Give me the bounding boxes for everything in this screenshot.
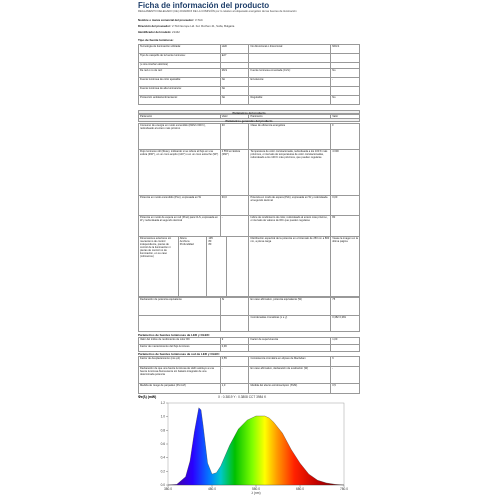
x-tick-label: 580.0 [252,487,260,491]
general-row-cell: Potencia en modo de espera (Psb), expresada en W y redondeada al segundo decimal [249,196,331,216]
general-row-cell: 80 [331,216,360,237]
height-label: Altura [179,237,187,240]
type-row-cell: Tipo de casquillo de la fuente luminosa: [139,54,221,63]
mains-row-cell: 6 [331,357,360,367]
section-type-heading: Tipo de fuente luminosa: [138,38,174,42]
model-row [138,31,360,34]
parameter-header-cell: Valor [220,115,249,119]
equiv-row-cell [139,316,221,332]
type-row-cell: E27 [220,54,249,63]
type-row-cell [249,87,331,96]
mains-row [139,384,360,394]
type-row [139,96,360,105]
mains-row [139,357,360,367]
spectral-power-chart [138,395,360,495]
type-row [139,87,360,96]
mains-row-cell: Consistencia cromática en elipses de MacAdam [249,357,331,367]
type-row-cell: De red o no de red: [139,69,221,78]
model-label: Identificador del modelo: [138,30,172,34]
equiv-row-cell: En caso afirmativo, potencia equivalente (W) [249,298,331,316]
y-tick-label: 1.2 [160,401,165,405]
mains-section-heading: Parámetros de fuentes luminosas de red de LED y OLED: [138,352,220,356]
equiv-row [139,316,360,332]
height-value: 195 [208,237,213,240]
equiv-row-cell: 0,382 0,381 [331,316,360,332]
chart-y-label: Φe(λ) (mW) [138,395,157,399]
general-row-cell: Potencia en modo encendido (Pon), expresada en W [139,196,221,216]
general-row-cell: Clase de eficiencia energética [249,124,331,150]
width-value: 80 [208,240,212,243]
type-row-cell: Regulable: [249,96,331,105]
type-row-cell: MLS [220,69,249,78]
light-source-type-table [138,44,360,105]
address-label: Dirección del proveedor: [138,24,171,28]
dimensions-label: Dimensiones exteriores sin mecanismo de control independiente, piezas de control de la iluminación ni piezas de control no de iluminación, en su caso (milímetros) [139,237,179,297]
led-row [139,338,360,345]
type-row [139,45,360,54]
type-row-cell: Fuente luminosa de color ajustable: [139,78,221,87]
type-row-cell: Envolvente: [249,78,331,87]
parameter-header-cell: Parámetro [249,115,331,119]
general-row-cell: Temperatura de color correlacionada, redondeada a los 100 K más próximos, o intervalo de temperaturas de color correlacionadas, redondeado a los 100 K más próximos, que pueden regularse [249,150,331,196]
led-row-cell [249,345,331,352]
general-parameters-table [138,123,360,237]
general-row-cell: 4 000 [331,150,360,196]
depth-label: Profundidad [179,243,194,246]
type-row-cell: (u otra interfaz eléctrica) [139,63,221,69]
type-row-cell: LED [220,45,249,54]
equiv-row-cell: Sí [220,298,249,316]
general-row-cell: Potencia en modo de espera en red (Pnet) para CLS, expresada en W y redondeada al segundo decimal [139,216,221,237]
parameter-header-cell: Parámetro [139,115,221,119]
dimension-names [178,237,207,297]
mains-parameters-table [138,356,360,394]
y-tick-label: 1.0 [160,414,165,419]
y-tick-label: 0.4 [160,455,165,460]
led-row-cell: 1,00 [331,338,360,345]
spectrum-plot [138,395,360,495]
mains-row-cell: En caso afirmativo, declaración de sustitución (W) [249,367,331,384]
general-row [139,124,360,150]
x-tick-label: 680.0 [296,487,304,491]
supplier-value: V-TAC [194,18,203,22]
general-row-cell: Consumo de energía en modo encendido (kWh/1 000 h), redondeado al entero más próximo [139,124,221,150]
y-tick-label: 0.0 [160,483,165,487]
type-row [139,54,360,63]
equiv-row-cell: Declaración de potencia equivalente [139,298,221,316]
type-row-cell: Fuente luminosa de alta luminancia: [139,87,221,96]
x-tick-label: 380.0 [164,487,172,491]
x-tick-label: 780.0 [340,487,348,491]
address-row [138,25,360,28]
spectral-distribution-value: Véase la imagen en la última página [331,237,360,297]
general-row [139,196,360,216]
led-section-heading: Parámetros de fuentes luminosas de LED y OLED: [138,333,210,337]
general-row-cell: 0,00 [331,196,360,216]
mains-row-cell: - [331,367,360,384]
led-row [139,345,360,352]
type-row-cell: No direccional o direccional: [249,45,331,54]
page-title: Ficha de información del producto [138,1,270,10]
mains-row-cell: 0,5 [331,384,360,394]
type-row-cell: Protección antideslumbramiento: [139,96,221,105]
x-axis-label: λ (nm) [251,491,261,495]
y-tick-label: 0.8 [160,428,165,433]
equiv-row-cell [220,316,249,332]
led-row-cell: Valor del índice de rendimiento de color R9 [139,338,221,345]
equivalent-power-table [138,297,360,332]
mains-row [139,367,360,384]
type-row-cell: No [331,69,360,78]
type-row-cell: NDLS [331,45,360,54]
x-tick-label: 480.0 [208,487,216,491]
regulation-intro: REGLAMENTO DELEGADO (UE) 2019/2015 DE LA COMISIÓN por lo relativo al etiquetado energético de las fuentes de iluminación [138,10,297,13]
equiv-row [139,298,360,316]
dimensions-table [138,236,360,297]
general-row-cell: Índice de rendimiento de color, redondeado al entero más próximo, o intervalo de valores de IRC que pueden regularse [249,216,331,237]
led-parameters-table [138,337,360,352]
supplier-label: Nombre o marca comercial del proveedor: [138,18,195,22]
led-row-cell [331,345,360,352]
dimension-values [207,237,227,297]
chart-title: X : 0.3819 Y : 0.3808 CCT 3984 K [218,395,267,399]
type-row-cell: - [331,78,360,87]
type-row-cell: No [220,78,249,87]
depth-value: 80 [208,243,212,246]
model-value: 21442 [172,30,180,34]
type-row-cell [331,87,360,96]
general-parameters-band: Parámetros generales del producto [138,118,360,122]
mains-row-cell: 0,55 [220,357,249,367]
y-tick-label: 0.6 [160,442,165,446]
led-row-cell: Factor de mantenimiento del flujo luminoso [139,345,221,352]
spectral-distribution-label: Distribución espectral de la potencia en el intervalo de 250 nm a 800 nm, a plena carga [249,237,331,297]
general-row [139,216,360,237]
parameter-header-cell: Valor [331,115,360,119]
equiv-row-cell: 75 [331,298,360,316]
type-row-cell [249,54,331,63]
general-row-cell: 2 550 en Esfera (360°) [220,150,249,196]
equiv-row-cell: Coordenadas cromáticas (x e y) [249,316,331,332]
supplier-row [138,19,360,22]
led-row-cell: 0,96 [220,345,249,352]
spectrum-area [168,408,344,485]
general-row-cell: 30,0 [220,196,249,216]
led-row-cell: Factor de supervivencia [249,338,331,345]
mains-row-cell: - [220,367,249,384]
general-row-cell: Flujo luminoso útil (Φuse), indicando si se refiere al flujo en una esfera (360°), en un cono amplio (120°) o en un cono estrecho (90°) [139,150,221,196]
general-row-cell: 30 [220,124,249,150]
type-row [139,69,360,78]
led-row-cell: 9 [220,338,249,345]
mains-row-cell: Declaración de que una fuente luminosa de LED sustituye a una fuente luminosa fluorescente sin balasto integrado de una determinada potencia [139,367,221,384]
type-row-cell: Tecnología de iluminación utilizada: [139,45,221,54]
general-row-cell: - [220,216,249,237]
general-row [139,150,360,196]
y-tick-label: 0.2 [160,469,165,474]
width-label: Anchura [179,240,190,243]
mains-row-cell: Medida del efecto estroboscópico (SVM) [249,384,331,394]
type-row-cell: Fuente luminosa conectada (CLS): [249,69,331,78]
general-row-cell: F [331,124,360,150]
type-row-cell: No [220,87,249,96]
mains-row-cell: Medida de riesgo de parpadeo (Pst LM) [139,384,221,394]
type-row-cell: No [220,96,249,105]
type-row-cell [331,54,360,63]
mains-row-cell: Factor de desplazamiento (cos φ1) [139,357,221,367]
mains-row-cell: 1,0 [220,384,249,394]
type-row-cell: No [331,96,360,105]
product-parameters-band: Parámetros del producto [138,110,360,114]
address-value: V-TAC Europe Ltd. bul. Rozhen 41, Sofia, Bulgaria [171,24,235,28]
type-row [139,78,360,87]
